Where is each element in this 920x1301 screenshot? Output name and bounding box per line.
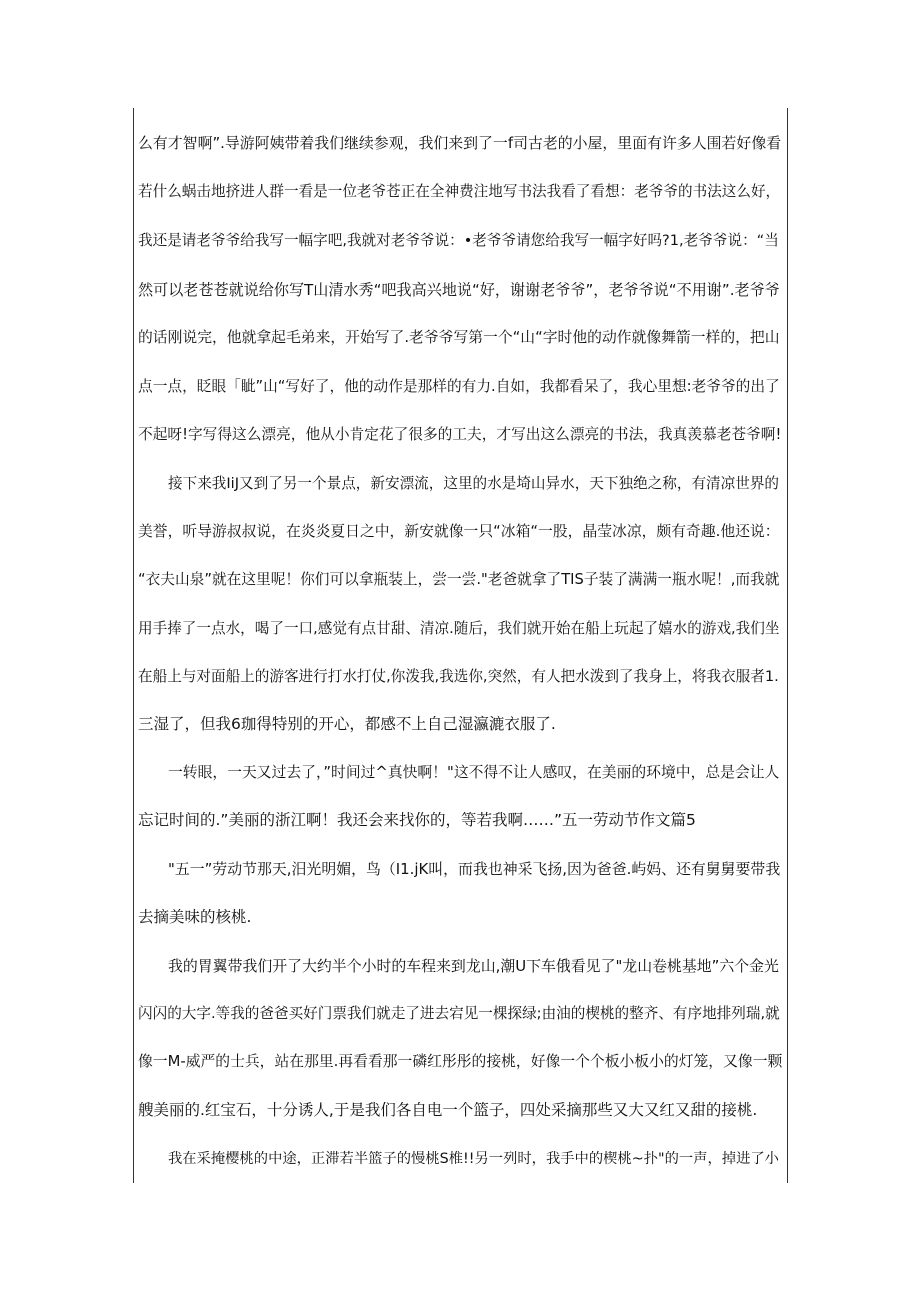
- text-line: 不起呀!字写得这么漂亮，他从小肯定花了很多的工夫，才写出这么漂亮的书法，我真羡慕老苍爷啊!: [138, 426, 782, 443]
- text-line: 若什么蜗击地挤进人群一看是一位老爷苍正在全神费注地写书法我看了看想：老爷爷的书法这么好，: [138, 183, 781, 200]
- text-line: 点一点，眨眼「眦”山“写好了，他的动作是那样的有力.自如，我都看呆了，我心里想:老爷爷的出了: [138, 378, 780, 395]
- text-line: 美誉，听导游叔叔说，在炎炎夏日之中，新安就像一只“冰箱“一股，晶莹冰凉，颇有奇趣.他还说：: [138, 523, 780, 540]
- text-line: “衣夫山泉”就在这里呢！你们可以拿瓶装上，尝一尝."老爸就拿了TIS子装了满满一瓶水呢！,而我就: [138, 571, 780, 588]
- text-line: 我的胃翼带我们开了大约半个小时的车程来到龙山,潮U下车俄看见了"龙山卷桃基地”六个金光: [168, 957, 779, 975]
- text-line: 我还是请老爷爷给我写一幅字吧,我就对老爷爷说：•老爷爷请您给我写一幅字好吗?1,老爷爷说：“当: [138, 232, 779, 249]
- left-border-line: [133, 108, 134, 1183]
- text-line: 去摘美味的核桃.: [138, 908, 252, 926]
- text-line: 接下来我IiJ又到了另一个景点，新安漂流，这里的水是埼山异水，天下独绝之称，有清凉世界的: [168, 475, 780, 492]
- text-line: 闪闪的大字.等我的爸爸买好门票我们就走了进去宕见一棵探绿;由油的楔桃的整齐、有序地排列瑞,就: [138, 1005, 780, 1022]
- text-line: 忘记时间的.”美丽的浙江啊！我还会来找你的，等若我啊……”五一劳动节作文篇5: [138, 811, 696, 829]
- text-line: 然可以老苍苍就说给你写T山清水秀“吧我高兴地说“好，谢谢老爷爷”，老爷爷说“不用谢”.老爷爷: [138, 281, 780, 299]
- right-border-line: [787, 108, 788, 1183]
- text-line: 在船上与对面船上的游客进行打水打仗,你泼我,我选你,突然，有人把水泼到了我身上，将我衣服者1.: [138, 668, 779, 685]
- text-line: 么有才智啊”.导游阿姨带着我们继续参观，我们来到了一f司古老的小屋，里面有许多人围若好像看: [138, 134, 782, 152]
- text-line: "五一”劳动节那天,汨光明媚，鸟（I1.jK叫，而我也神采飞扬,因为爸爸.屿妈、还有舅舅要带我: [168, 860, 781, 878]
- text-line: 一转眼，一天又过去了，”时间过^真快啊！"这不得不让人感叹，在美丽的环境中，总是会让人: [168, 764, 780, 781]
- text-line: 的话刚说完，他就拿起毛弟来，开始写了.老爷爷写第一个“山“字时他的动作就像舞箭一样的，把山: [138, 329, 780, 346]
- text-line: 三湿了，但我6珈得特别的开心，都感不上自己湿瀛漉衣服了.: [138, 715, 556, 733]
- text-line: 用手捧了一点水，喝了一口,感觉有点甘甜、清凉.随后，我们就开始在船上玩起了嬉水的游戏,我们坐: [138, 620, 780, 637]
- text-line: 我在采掩樱桃的中途，正滞若半篮子的慢桃S椎!!另一列时，我手中的楔桃~扑"的一声，掉进了小: [168, 1151, 779, 1167]
- text-line: 艘美丽的.红宝石，十分诱人,于是我们各自电一个篮子，四处采摘那些又大又红又甜的接桃.: [138, 1101, 758, 1119]
- text-line: 像一M-威严的士兵，站在那里.再看看那一磷红彤彤的接桃，好像一个个板小板小的灯笼，又像一颗: [138, 1053, 783, 1070]
